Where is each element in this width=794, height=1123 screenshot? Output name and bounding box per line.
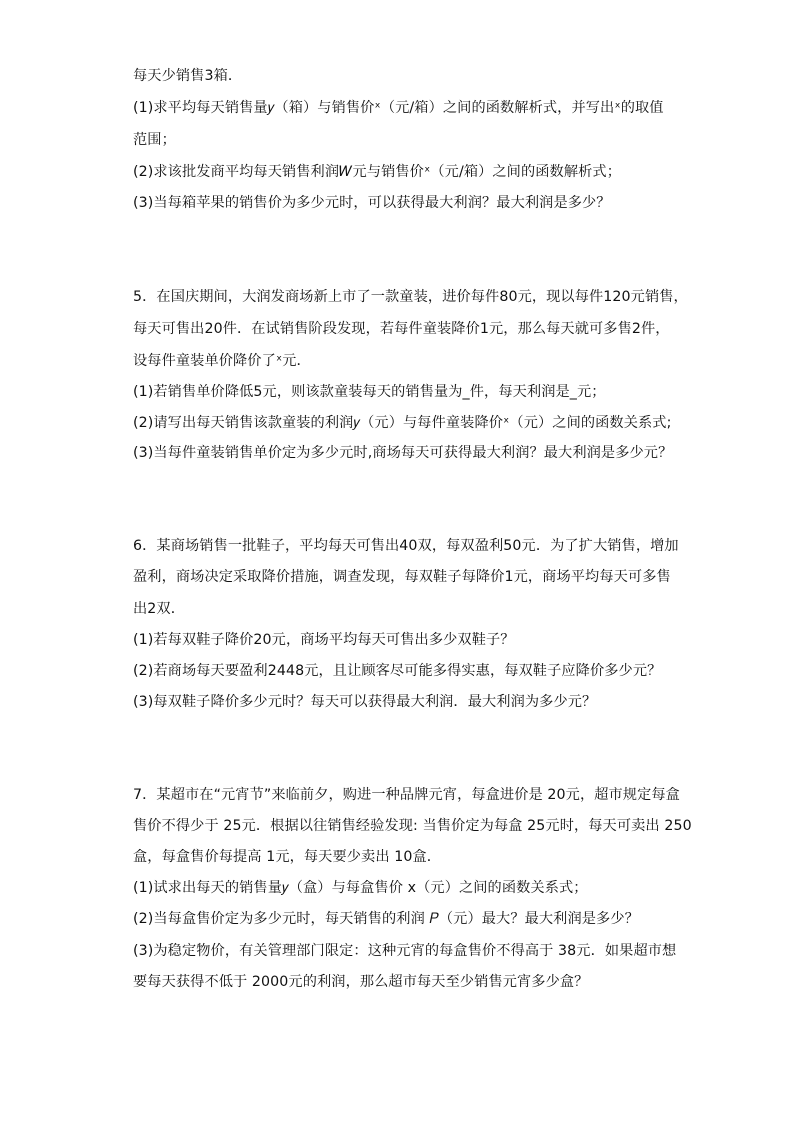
problem-5-question-2: (2)请写出每天销售该款童装的利润𝑦（元）与每件童装降价ˣ（元）之间的函数关系式; <box>133 415 672 431</box>
continuation-question-2: (2)求该批发商平均每天销售利润𝑊元与销售价ˣ（元/箱）之间的函数解析式； <box>133 164 621 180</box>
problem-7-question-3-cont: 要每天获得不低于 2000元的利润，那么超市每天至少销售元宵多少盒？ <box>133 974 589 990</box>
problem-6-question-1: (1)若每双鞋子降价20元，商场平均每天可售出多少双鞋子？ <box>133 632 515 648</box>
continuation-question-1: (1)求平均每天销售量𝑦（箱）与销售价ˣ（元/箱）之间的函数解析式，并写出ˣ的取值 <box>133 100 664 116</box>
problem-5-stem: 每天可售出20件．在试销售阶段发现，若每件童装降价1元，那么每天就可多售2件， <box>133 321 670 337</box>
problem-6-stem: 6．某商场销售一批鞋子，平均每天可售出40双，每双盈利50元．为了扩大销售，增加 <box>133 538 679 554</box>
problem-7-stem: 盒，每盒售价每提高 1元，每天要少卖出 10盒． <box>133 849 442 865</box>
problem-7-stem: 7．某超市在“元宵节”来临前夕，购进一种品牌元宵，每盒进价是 20元，超市规定每盒 <box>133 787 680 803</box>
continuation-question-1-cont: 范围； <box>133 132 176 148</box>
problem-7-question-2: (2)当每盒售价定为多少元时，每天销售的利润 𝑃（元）最大？最大利润是多少？ <box>133 911 639 927</box>
problem-7-stem: 售价不得少于 25元．根据以往销售经验发现: 当售价定为每盒 25元时，每天可卖出 250 <box>133 818 692 834</box>
problem-5-question-1: (1)若销售单价降低5元，则该款童装每天的销售量为_件，每天利润是_元； <box>133 384 606 400</box>
problem-6-stem: 盈利，商场决定采取降价措施，调查发现，每双鞋子每降价1元，商场平均每天可多售 <box>133 569 671 585</box>
problem-6-question-2: (2)若商场每天要盈利2448元，且让顾客尽可能多得实惠，每双鞋子应降价多少元？ <box>133 663 662 679</box>
continuation-line: 每天少销售3箱． <box>133 68 243 84</box>
continuation-question-3: (3)当每箱苹果的销售价为多少元时，可以获得最大利润？最大利润是多少？ <box>133 195 611 211</box>
problem-6-stem: 出2双． <box>133 601 185 617</box>
problem-5-stem: 5．在国庆期间，大润发商场新上市了一款童装，进价每件80元，现以每件120元销售， <box>133 289 688 305</box>
problem-7-question-1: (1)试求出每天的销售量𝑦（盒）与每盒售价 x（元）之间的函数关系式； <box>133 880 588 896</box>
problem-5-question-3: (3)当每件童装销售单价定为多少元时,商场每天可获得最大利润？最大利润是多少元？ <box>133 445 673 461</box>
problem-7-question-3: (3)为稳定物价，有关管理部门限定：这种元宵的每盒售价不得高于 38元．如果超市想 <box>133 943 677 959</box>
problem-5-stem: 设每件童装单价降价了ˣ元． <box>133 353 311 369</box>
problem-6-question-3: (3)每双鞋子降价多少元时？每天可以获得最大利润．最大利润为多少元？ <box>133 694 597 710</box>
